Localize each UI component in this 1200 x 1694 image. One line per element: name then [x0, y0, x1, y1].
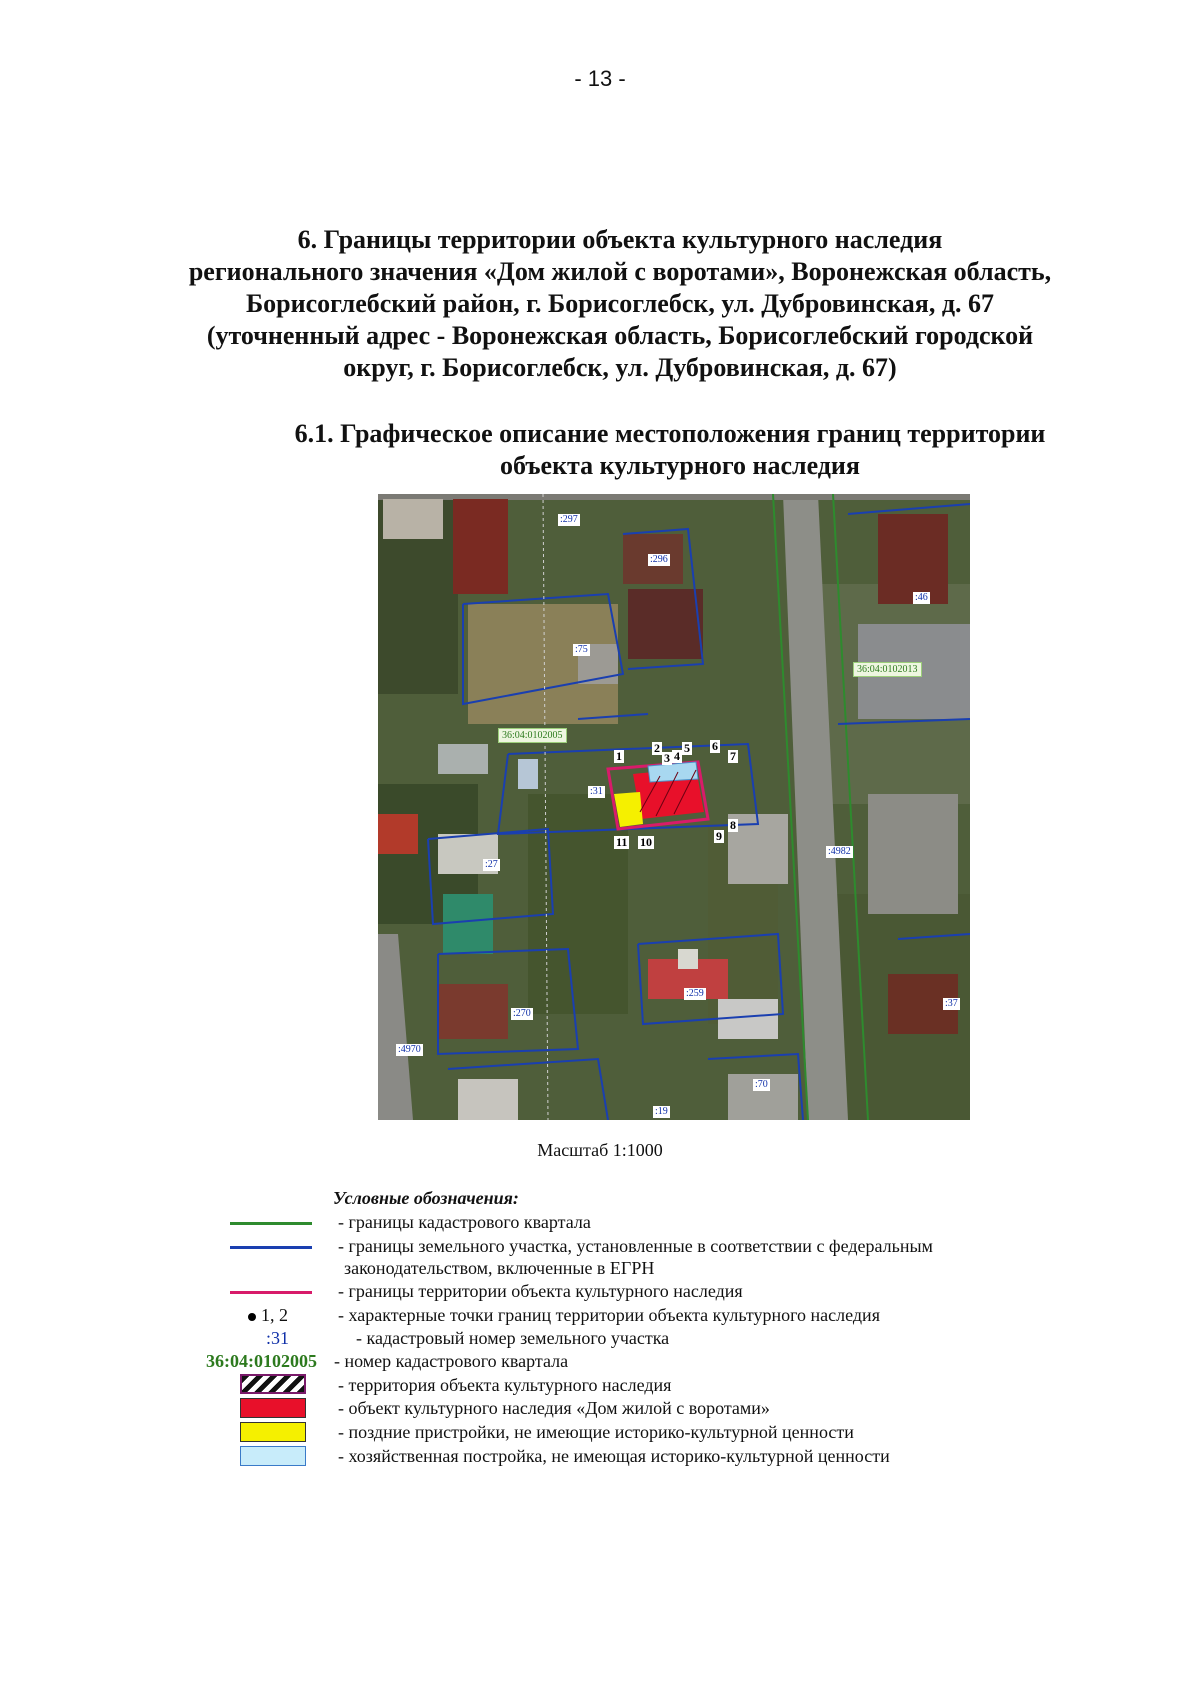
parcel-label: :296 [650, 554, 668, 565]
parcel-label: :297 [560, 514, 578, 525]
boundary-point: 2 [654, 741, 660, 755]
parcel-label: :37 [945, 998, 958, 1009]
boundary-point: 5 [684, 741, 690, 755]
heading-line: 6.1. Графическое описание местоположения границ территории [294, 419, 1046, 448]
boundary-point: 11 [616, 835, 628, 849]
heading-line: объекта культурного наследия [500, 451, 860, 480]
parcel-label: :4970 [398, 1044, 421, 1055]
heading-line: 6. Границы территории объекта культурного наследия [297, 225, 943, 254]
legend-object-border: - границы территории объекта культурного наследия [338, 1281, 743, 1301]
boundary-point: 4 [674, 749, 680, 763]
legend-late-additions: - поздние пристройки, не имеющие историко-культурной ценности [338, 1422, 854, 1442]
parcel-label: :270 [513, 1008, 531, 1019]
parcel-border-line-symbol [230, 1246, 312, 1249]
parcel-label: :27 [485, 859, 498, 870]
quarter-label: 36:04:0102005 [498, 728, 567, 743]
legend-quarter-number: - номер кадастрового квартала [334, 1351, 569, 1371]
legend-parcel-number: - кадастровый номер земельного участка [356, 1328, 670, 1348]
legend-parcel-border: - границы земельного участка, установленные в соответствии с федеральным [338, 1236, 933, 1256]
object-border-line-symbol [230, 1291, 312, 1294]
object-red-swatch [240, 1398, 306, 1418]
legend-points: - характерные точки границ территории объекта культурного наследия [338, 1305, 880, 1325]
page-number: - 13 - [574, 66, 626, 91]
legend-parcel-border-cont: законодательством, включенные в ЕГРН [344, 1258, 655, 1278]
parcel-label: :70 [755, 1079, 768, 1090]
points-symbol-text: 1, 2 [261, 1305, 288, 1325]
parcel-label: :31 [590, 786, 603, 797]
legend-territory: - территория объекта культурного наследия [338, 1375, 672, 1395]
section-6-1-heading [230, 418, 1110, 482]
legend-outbuilding: - хозяйственная постройка, не имеющая историко-культурной ценности [338, 1446, 890, 1466]
territory-hatch-swatch [240, 1374, 306, 1394]
boundary-point: 8 [730, 818, 736, 832]
legend-parcel-number-symbol: :31 [266, 1328, 290, 1348]
outbuilding-blue-swatch [240, 1446, 306, 1466]
point-dot-icon [248, 1313, 256, 1321]
boundary-point: 3 [664, 751, 670, 765]
parcel-label: :46 [915, 592, 928, 603]
boundary-point: 7 [730, 749, 736, 763]
legend-quarter-number-symbol: 36:04:0102005 [206, 1351, 317, 1371]
heading-line: регионального значения «Дом жилой с воротами», Воронежская область, [188, 257, 1052, 286]
heading-line: Борисоглебский район, г. Борисоглебск, ул. Дубровинская, д. 67 [245, 289, 994, 318]
cadastral-map [378, 494, 970, 1120]
legend-quarter-border: - границы кадастрового квартала [338, 1212, 591, 1232]
quarter-border-line-symbol [230, 1222, 312, 1225]
quarter-label: 36:04:0102013 [853, 662, 922, 677]
parcel-label: :19 [655, 1106, 668, 1117]
boundary-point: 1 [616, 749, 622, 763]
map-scale: Масштаб 1:1000 [537, 1140, 663, 1160]
parcel-label: :4982 [828, 846, 851, 857]
boundary-point: 6 [712, 739, 718, 753]
legend-title: Условные обозначения: [333, 1188, 519, 1208]
legend-points-symbol [248, 1304, 288, 1326]
late-additions-yellow-swatch [240, 1422, 306, 1442]
legend-object: - объект культурного наследия «Дом жилой с воротами» [338, 1398, 770, 1418]
heading-line: округ, г. Борисоглебск, ул. Дубровинская, д. 67) [343, 353, 897, 382]
map-image [378, 494, 970, 1120]
section-6-heading [180, 224, 1060, 384]
boundary-point: 10 [640, 835, 652, 849]
parcel-label: :75 [575, 644, 588, 655]
heading-line: (уточненный адрес - Воронежская область, Борисоглебский городской [206, 321, 1034, 350]
boundary-point: 9 [716, 829, 722, 843]
parcel-label: :259 [686, 988, 704, 999]
